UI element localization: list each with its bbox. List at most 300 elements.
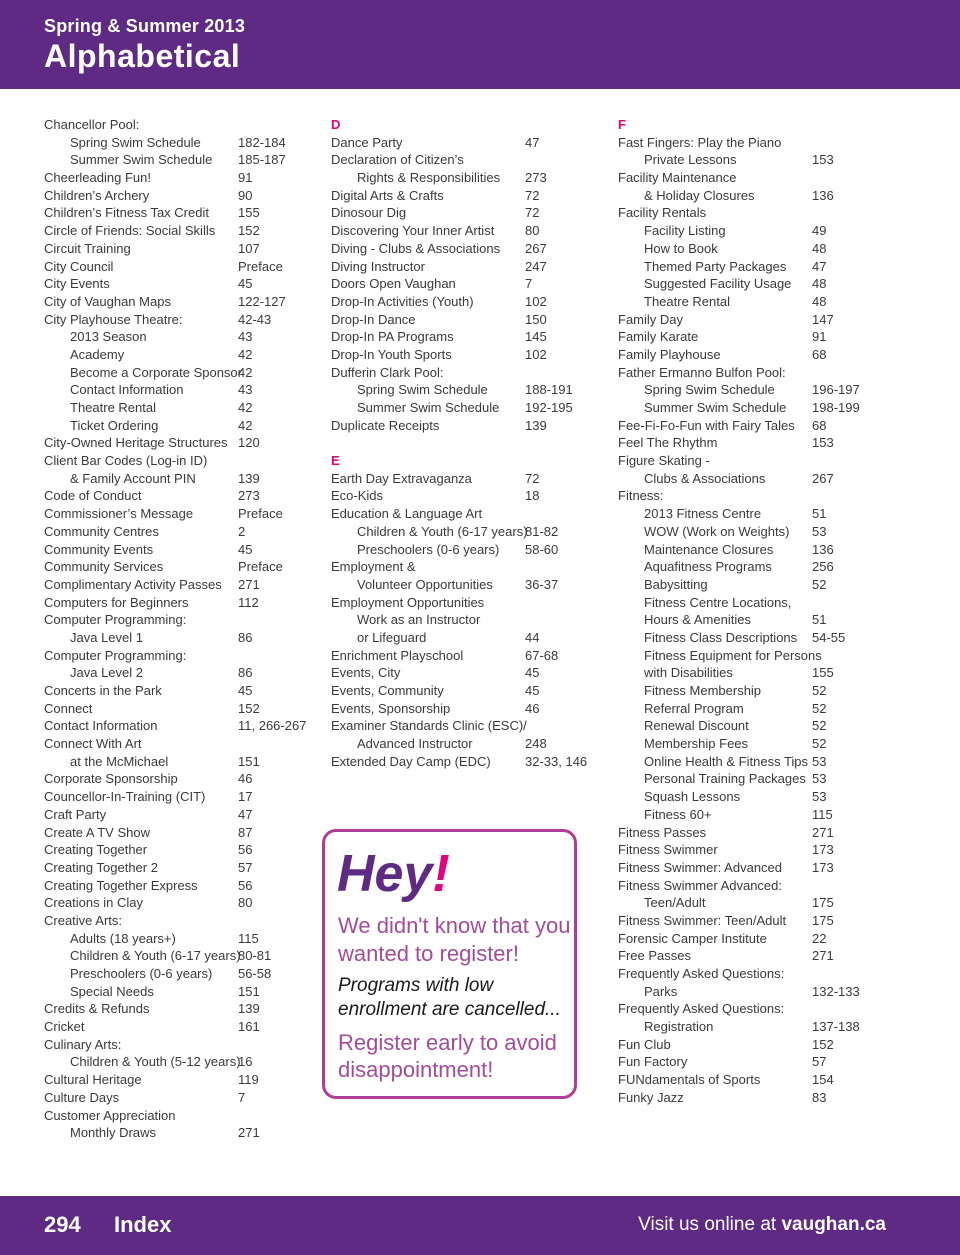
entry-label: Diving - Clubs & Associations — [331, 240, 501, 256]
index-entry — [618, 611, 888, 629]
entry-label: Java Level 1 — [70, 629, 143, 645]
entry-label: Themed Party Packages — [644, 258, 787, 274]
entry-label: Squash Lessons — [644, 789, 741, 805]
entry-label: City-Owned Heritage Structures — [44, 435, 228, 451]
index-entry — [331, 381, 601, 399]
index-entry — [44, 576, 314, 594]
index-entry — [331, 399, 601, 417]
entry-label: & Family Account PIN — [70, 470, 196, 486]
entry-page-ref: 47 — [812, 258, 827, 274]
entry-label: Special Needs — [70, 983, 154, 999]
entry-page-ref: 52 — [812, 718, 827, 734]
entry-label: Family Karate — [618, 329, 699, 345]
entry-label: Chancellor Pool: — [44, 117, 140, 132]
index-entry — [331, 275, 601, 293]
index-entry — [618, 399, 888, 417]
index-entry — [331, 151, 601, 169]
entry-page-ref: 152 — [238, 700, 260, 716]
index-entry — [44, 894, 314, 912]
entry-label: Teen/Adult — [644, 895, 706, 911]
promo-exclamation: ! — [432, 845, 450, 903]
index-entry — [44, 346, 314, 364]
entry-label: Private Lessons — [644, 152, 737, 168]
index-entry — [44, 311, 314, 329]
entry-label: Java Level 2 — [70, 665, 143, 681]
entry-page-ref: 173 — [812, 842, 834, 858]
index-entry — [618, 983, 888, 1001]
index-entry — [331, 346, 601, 364]
entry-page-ref: 173 — [812, 859, 834, 875]
entry-page-ref: 42 — [238, 364, 253, 380]
entry-page-ref: 152 — [812, 1036, 834, 1052]
entry-label: Employment Opportunities — [331, 594, 485, 610]
entry-page-ref: 247 — [525, 258, 547, 274]
index-entry — [44, 824, 314, 842]
page-header — [0, 0, 960, 89]
entry-label: Children’s Archery — [44, 187, 150, 203]
page-number: 294 — [44, 1212, 81, 1237]
entry-label: Theatre Rental — [644, 293, 730, 309]
entry-label: Ticket Ordering — [70, 417, 159, 433]
index-entry — [331, 434, 601, 452]
entry-label: Connect With Art — [44, 736, 142, 752]
index-entry — [618, 364, 888, 382]
entry-page-ref: 43 — [238, 382, 253, 398]
entry-page-ref: 36-37 — [525, 576, 559, 592]
index-entry — [618, 169, 888, 187]
entry-page-ref: 45 — [238, 683, 253, 698]
index-entry — [44, 682, 314, 700]
promo-box — [322, 829, 577, 1099]
entry-page-ref: 119 — [238, 1072, 259, 1088]
entry-label: Computers for Beginners — [44, 594, 189, 610]
index-entry — [44, 1000, 314, 1018]
entry-label: & Holiday Closures — [644, 187, 755, 203]
entry-label: Credits & Refunds — [44, 1001, 150, 1017]
entry-label: 2013 Season — [70, 329, 147, 345]
entry-page-ref: 80 — [238, 895, 253, 911]
entry-page-ref: 49 — [812, 223, 827, 239]
index-entry — [44, 151, 314, 169]
entry-page-ref: 68 — [812, 346, 827, 362]
index-entry — [618, 594, 888, 612]
index-entry — [44, 788, 314, 806]
entry-page-ref: 56 — [238, 877, 253, 893]
index-entry — [618, 700, 888, 718]
entry-page-ref: Preface — [238, 559, 283, 575]
entry-label: Dufferin Clark Pool: — [331, 364, 444, 380]
entry-label: Spring Swim Schedule — [70, 134, 201, 150]
entry-label: Community Events — [44, 541, 154, 557]
index-entry — [44, 417, 314, 435]
entry-page-ref: 91 — [238, 170, 253, 186]
index-entry — [331, 417, 601, 435]
index-entry — [44, 258, 314, 276]
entry-page-ref: 161 — [238, 1019, 260, 1035]
entry-label: Membership Fees — [644, 736, 749, 752]
entry-page-ref: 53 — [812, 771, 827, 787]
index-entry — [331, 364, 601, 382]
index-entry — [331, 222, 601, 240]
entry-page-ref: 256 — [812, 559, 834, 575]
promo-line-1: We didn't know that you wanted to register! — [338, 913, 571, 966]
entry-label: Culture Days — [44, 1089, 120, 1105]
index-entry — [44, 877, 314, 895]
index-entry — [618, 824, 888, 842]
index-entry — [331, 204, 601, 222]
entry-label: Dinosour Dig — [331, 205, 407, 221]
entry-label: Customer Appreciation — [44, 1107, 176, 1123]
letter-heading — [331, 116, 601, 134]
index-entry — [618, 417, 888, 435]
entry-page-ref: 152 — [238, 223, 260, 239]
entry-label: Preschoolers (0-6 years) — [357, 541, 500, 557]
entry-label: City of Vaughan Maps — [44, 293, 171, 309]
entry-page-ref: 271 — [812, 824, 834, 840]
index-entry — [44, 930, 314, 948]
index-entry — [618, 505, 888, 523]
entry-page-ref: 271 — [812, 948, 834, 964]
entry-label: Circle of Friends: Social Skills — [44, 223, 216, 239]
index-entry — [618, 912, 888, 930]
entry-page-ref: 267 — [812, 470, 834, 486]
entry-page-ref: 32-33, 146 — [525, 753, 588, 769]
entry-page-ref: 137-138 — [812, 1019, 860, 1035]
entry-label: Events, Sponsorship — [331, 700, 451, 716]
entry-label: Spring Swim Schedule — [644, 382, 775, 398]
entry-label: Digital Arts & Crafts — [331, 187, 444, 203]
index-entry — [44, 222, 314, 240]
entry-label: Cheerleading Fun! — [44, 170, 151, 186]
index-entry — [618, 204, 888, 222]
index-entry — [618, 894, 888, 912]
index-entry — [331, 717, 601, 735]
entry-label: Eco-Kids — [331, 488, 384, 504]
index-entry — [618, 452, 888, 470]
index-entry — [618, 841, 888, 859]
entry-label: Concerts in the Park — [44, 683, 162, 698]
entry-page-ref: 153 — [812, 435, 834, 451]
entry-page-ref: 139 — [525, 417, 547, 433]
index-entry — [618, 381, 888, 399]
entry-label: Summer Swim Schedule — [70, 152, 213, 168]
entry-label: Theatre Rental — [70, 400, 156, 415]
entry-page-ref: 45 — [525, 665, 540, 681]
entry-page-ref: 72 — [525, 470, 540, 486]
entry-label: Councellor-In-Training (CIT) — [44, 789, 206, 805]
entry-page-ref: 47 — [525, 134, 540, 150]
index-entry — [44, 965, 314, 983]
section-label: Index — [114, 1212, 172, 1237]
index-entry — [618, 258, 888, 276]
entry-label: Become a Corporate Sponsor — [70, 364, 242, 380]
index-entry — [331, 753, 601, 771]
index-entry — [331, 558, 601, 576]
entry-label: Cricket — [44, 1019, 85, 1035]
entry-page-ref: 2 — [238, 523, 246, 539]
index-entry — [618, 523, 888, 541]
entry-label: Feel The Rhythm — [618, 435, 718, 451]
entry-label: Family Playhouse — [618, 346, 721, 362]
index-entry — [618, 1071, 888, 1089]
entry-label: Frequently Asked Questions: — [618, 1001, 785, 1017]
entry-page-ref: 248 — [525, 736, 547, 752]
entry-page-ref: 115 — [812, 806, 833, 822]
website-link[interactable]: vaughan.ca — [781, 1214, 886, 1235]
index-entry — [618, 558, 888, 576]
entry-label: Fitness Passes — [618, 824, 707, 840]
entry-page-ref: 185-187 — [238, 152, 286, 168]
index-entry — [618, 647, 888, 665]
index-entry — [44, 1071, 314, 1089]
index-entry — [618, 311, 888, 329]
entry-page-ref: 17 — [238, 789, 253, 805]
entry-page-ref: 51 — [812, 506, 827, 522]
index-entry — [331, 682, 601, 700]
index-entry — [331, 594, 601, 612]
promo-title — [337, 844, 450, 904]
entry-page-ref: 72 — [525, 187, 540, 203]
entry-page-ref: Preface — [238, 506, 283, 522]
entry-label: Figure Skating - — [618, 453, 710, 469]
entry-page-ref: 47 — [238, 806, 253, 822]
entry-page-ref: 45 — [525, 683, 540, 698]
entry-page-ref: 267 — [525, 240, 547, 256]
index-entry — [44, 700, 314, 718]
index-entry — [331, 240, 601, 258]
index-entry — [331, 735, 601, 753]
letter-heading-text: F — [618, 117, 626, 132]
entry-page-ref: 53 — [812, 523, 827, 539]
entry-page-ref: 16 — [238, 1054, 253, 1070]
entry-label: Fitness Membership — [644, 683, 762, 698]
index-entry — [44, 204, 314, 222]
entry-page-ref: 44 — [525, 629, 540, 645]
index-entry — [44, 470, 314, 488]
index-entry — [618, 753, 888, 771]
index-entry — [618, 947, 888, 965]
entry-label: Facility Listing — [644, 223, 726, 239]
entry-page-ref: 182-184 — [238, 134, 286, 150]
index-entry — [44, 947, 314, 965]
entry-page-ref: 48 — [812, 293, 827, 309]
index-entry — [44, 647, 314, 665]
entry-page-ref: 42-43 — [238, 311, 272, 327]
entry-page-ref: 153 — [812, 152, 834, 168]
index-entry — [44, 275, 314, 293]
entry-label: Fitness 60+ — [644, 806, 712, 822]
entry-label: Dance Party — [331, 134, 403, 150]
entry-page-ref: 147 — [812, 311, 834, 327]
entry-label: Enrichment Playschool — [331, 647, 464, 663]
index-entry — [44, 841, 314, 859]
index-entry — [331, 470, 601, 488]
index-entry — [44, 364, 314, 382]
entry-label: Create A TV Show — [44, 824, 150, 840]
entry-page-ref: 51 — [812, 612, 827, 628]
entry-page-ref: 175 — [812, 912, 834, 928]
index-entry — [331, 611, 601, 629]
entry-page-ref: 42 — [238, 400, 253, 415]
entry-label: Declaration of Citizen’s — [331, 152, 464, 168]
entry-label: Duplicate Receipts — [331, 417, 440, 433]
entry-label: Diving Instructor — [331, 258, 425, 274]
index-entry — [331, 700, 601, 718]
index-entry — [618, 930, 888, 948]
index-entry — [331, 647, 601, 665]
entry-label: Commissioner’s Message — [44, 506, 194, 522]
entry-label: Employment & — [331, 559, 416, 575]
entry-label: City Playhouse Theatre: — [44, 311, 183, 327]
index-entry — [618, 346, 888, 364]
index-entry — [44, 328, 314, 346]
entry-page-ref: 192-195 — [525, 400, 573, 415]
entry-page-ref: 52 — [812, 576, 827, 592]
entry-page-ref: 155 — [238, 205, 260, 221]
entry-page-ref: 81-82 — [525, 523, 559, 539]
entry-label: Volunteer Opportunities — [357, 576, 493, 592]
entry-page-ref: 136 — [812, 541, 834, 557]
index-entry — [44, 1036, 314, 1054]
entry-label: or Lifeguard — [357, 629, 427, 645]
index-entry — [618, 240, 888, 258]
index-entry — [331, 664, 601, 682]
index-entry — [331, 523, 601, 541]
index-entry — [44, 629, 314, 647]
entry-page-ref: 53 — [812, 753, 827, 769]
entry-page-ref: 102 — [525, 346, 547, 362]
entry-label: Craft Party — [44, 806, 107, 822]
index-entry — [44, 770, 314, 788]
promo-line-2: Programs with low enrollment are cancelled... — [338, 975, 561, 1020]
entry-page-ref: 68 — [812, 417, 827, 433]
entry-page-ref: 22 — [812, 930, 827, 946]
index-entry — [618, 806, 888, 824]
entry-page-ref: 132-133 — [812, 983, 860, 999]
index-entry — [44, 523, 314, 541]
entry-label: Maintenance Closures — [644, 541, 774, 557]
index-entry — [44, 240, 314, 258]
entry-page-ref: 42 — [238, 417, 253, 433]
entry-label: Creations in Clay — [44, 895, 143, 911]
index-entry — [44, 806, 314, 824]
promo-title-text: Hey — [337, 845, 433, 903]
entry-page-ref: 67-68 — [525, 647, 559, 663]
entry-label: Computer Programming: — [44, 647, 187, 663]
entry-label: Drop-In Dance — [331, 311, 416, 327]
entry-page-ref: 42 — [238, 346, 253, 362]
entry-page-ref: 80-81 — [238, 948, 272, 964]
entry-page-ref: 271 — [238, 576, 260, 592]
entry-page-ref: 18 — [525, 488, 540, 504]
entry-label: Fitness: — [618, 488, 664, 504]
index-entry — [44, 912, 314, 930]
season-label: Spring & Summer 2013 — [44, 16, 246, 36]
entry-page-ref: 102 — [525, 293, 547, 309]
entry-page-ref: 54-55 — [812, 629, 846, 645]
entry-label: Facility Rentals — [618, 205, 707, 221]
entry-page-ref: 56-58 — [238, 966, 272, 981]
entry-page-ref: 52 — [812, 736, 827, 752]
index-entry — [44, 717, 314, 735]
entry-page-ref: 115 — [238, 930, 259, 946]
entry-page-ref: 155 — [812, 665, 834, 681]
index-entry — [44, 293, 314, 311]
index-entry — [44, 505, 314, 523]
index-entry — [618, 664, 888, 682]
index-entry — [44, 753, 314, 771]
entry-page-ref: 120 — [238, 435, 260, 451]
entry-label: Children’s Fitness Tax Credit — [44, 205, 209, 221]
entry-label: Children & Youth (5-12 years) — [70, 1054, 241, 1070]
index-entry — [618, 1089, 888, 1107]
index-entry — [618, 434, 888, 452]
entry-page-ref: 271 — [238, 1125, 260, 1141]
index-entry — [44, 983, 314, 1001]
entry-label: at the McMichael — [70, 753, 169, 769]
index-entry — [618, 965, 888, 983]
entry-label: Contact Information — [44, 718, 158, 734]
index-entry — [618, 1000, 888, 1018]
entry-label: Work as an Instructor — [357, 612, 481, 628]
entry-label: Academy — [70, 346, 125, 362]
entry-label: Fitness Centre Locations, — [644, 594, 792, 610]
index-entry — [618, 487, 888, 505]
entry-label: Community Centres — [44, 523, 159, 539]
index-entry — [44, 434, 314, 452]
entry-label: Discovering Your Inner Artist — [331, 223, 495, 239]
entry-label: Rights & Responsibilities — [357, 170, 501, 186]
index-entry — [618, 151, 888, 169]
entry-label: Computer Programming: — [44, 612, 187, 628]
entry-label: Funky Jazz — [618, 1089, 684, 1105]
promo-line-3: Register early to avoid disappointment! — [338, 1030, 557, 1082]
entry-label: Connect — [44, 700, 93, 716]
entry-page-ref: 48 — [812, 276, 827, 292]
index-entry — [44, 169, 314, 187]
index-column-3 — [618, 116, 888, 1107]
entry-page-ref: 43 — [238, 329, 253, 345]
entry-label: Fun Club — [618, 1036, 671, 1052]
index-entry — [44, 664, 314, 682]
index-entry — [44, 1107, 314, 1125]
index-entry — [618, 541, 888, 559]
entry-page-ref: 58-60 — [525, 541, 559, 557]
letter-heading — [331, 452, 601, 470]
entry-label: Preschoolers (0-6 years) — [70, 966, 213, 981]
index-entry — [618, 629, 888, 647]
index-entry — [44, 541, 314, 559]
entry-page-ref: 139 — [238, 470, 260, 486]
index-entry — [44, 558, 314, 576]
index-entry — [331, 187, 601, 205]
index-entry — [44, 1053, 314, 1071]
index-entry — [331, 487, 601, 505]
index-entry — [44, 1018, 314, 1036]
entry-page-ref: 7 — [525, 276, 533, 292]
entry-page-ref: 86 — [238, 629, 253, 645]
entry-label: Creative Arts: — [44, 912, 123, 928]
index-entry — [618, 717, 888, 735]
index-entry — [44, 859, 314, 877]
visit-prefix: Visit us online at — [638, 1214, 782, 1235]
index-entry — [618, 470, 888, 488]
entry-page-ref: 52 — [812, 683, 827, 698]
page-title: Alphabetical — [44, 38, 241, 74]
entry-label: Fitness Equipment for Persons — [644, 647, 822, 663]
entry-label: Creating Together 2 — [44, 859, 158, 875]
index-entry — [331, 169, 601, 187]
